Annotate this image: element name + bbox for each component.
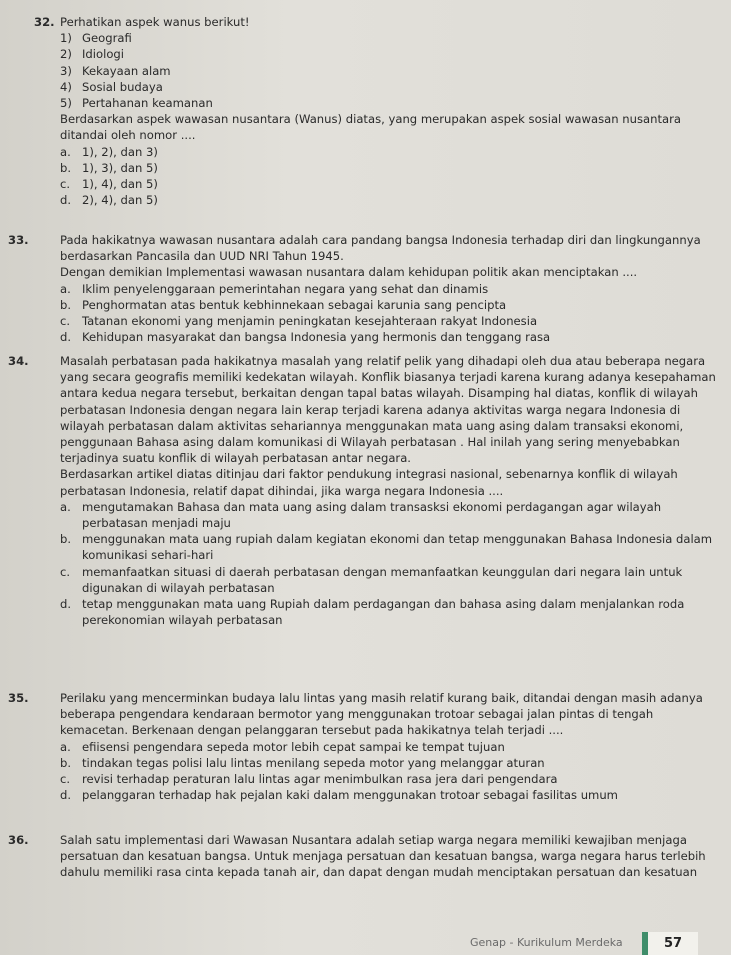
answer-option-c[interactable]: c. revisi terhadap peraturan lalu lintas agar menimbulkan rasa jera dari pengendara	[60, 772, 558, 787]
question-36	[8, 832, 720, 881]
answer-option-d[interactable]: d. tetap menggunakan mata uang Rupiah dalam perdagangan dan bahasa asing dalam menjalankan roda perekonomian wilayah perbatasan	[60, 597, 685, 628]
question-stem: Perhatikan aspek wanus berikut!	[60, 15, 250, 29]
page-footer	[430, 932, 730, 955]
question-stem: Pada hakikatnya wawasan nusantara adalah cara pandang bangsa Indonesia terhadap diri dan lingkungannya berdasarkan Pancasila dan UUD NRI Tahun 1945.	[60, 233, 701, 264]
list-item: 5) Pertahanan keamanan	[60, 96, 213, 111]
question-stem: Perilaku yang mencerminkan budaya lalu lintas yang masih relatif kurang baik, ditandai dengan masih adanya beberapa pengendara kendaraan bermotor yang menggunakan trotoar sebagai jalan pintas di tengah kemacetan. Berkenaan dengan pelanggaran tersebut pada hakikatnya telah terjadi ....	[60, 691, 703, 738]
answer-option-c[interactable]: c. memanfaatkan situasi di daerah perbatasan dengan memanfaatkan keunggulan dari negara lain untuk digunakan di wilayah perbatasan	[60, 564, 683, 595]
footer-label: Genap - Kurikulum Merdeka	[470, 936, 623, 949]
answer-option-d[interactable]: d. Kehidupan masyarakat dan bangsa Indonesia yang hermonis dan tenggang rasa	[60, 330, 551, 345]
question-33	[8, 232, 720, 345]
answer-option-a[interactable]: a. 1), 2), dan 3)	[60, 144, 158, 159]
answer-option-b[interactable]: b. menggunakan mata uang rupiah dalam kegiatan ekonomi dan tetap menggunakan Bahasa Indonesia dalam komunikasi sehari-hari	[60, 532, 713, 563]
list-item: 3) Kekayaan alam	[60, 63, 171, 78]
answer-option-b[interactable]: b. 1), 3), dan 5)	[60, 160, 158, 175]
question-stem: Salah satu implementasi dari Wawasan Nusantara adalah setiap warga negara memiliki kewajiban menjaga persatuan dan kesatuan bangsa. Untuk menjaga persatuan dan kesatuan bangsa, warga negara harus terlebih dahulu memiliki rasa cinta kepada tanah air, dan dapat dengan mudah menciptakan persatuan dan kesatuan	[60, 833, 706, 880]
question-number: 32.	[34, 15, 55, 29]
question-number: 36.	[8, 833, 29, 847]
question-number: 33.	[8, 233, 29, 247]
answer-option-a[interactable]: a. mengutamakan Bahasa dan mata uang asing dalam transasksi ekonomi perdagangan agar wilayah perbatasan menjadi maju	[60, 499, 662, 531]
question-stem: Masalah perbatasan pada hakikatnya masalah yang relatif pelik yang dihadapi oleh dua atau beberapa negara yang secara geografis memiliki kedekatan wilayah. Konflik biasanya terjadi karena kurang adanya kesepahaman antara kedua negara tersebut, berkaitan dengan tapal batas wilayah. Disamping hal diatas, konflik di wilayah perbatasan Indonesia dengan negara lain kerap terjadi karena adanya aktivitas warga negara Indonesia di wilayah perbatasan dalam aktivitas sehariannya menggunakan mata uang asing dalam transaksi ekonomi, penggunaan Bahasa asing dalam komunikasi di Wilayah perbatasan . Hal inilah yang sering menyebabkan terjadinya suatu konflik di wilayah perbatasan antar negara.	[60, 354, 716, 466]
question-32	[34, 14, 720, 208]
answer-option-d[interactable]: d. pelanggaran terhadap hak pejalan kaki dalam menggunakan trotoar sebagai fasilitas umum	[60, 788, 618, 803]
answer-option-b[interactable]: b. tindakan tegas polisi lalu lintas menilang sepeda motor yang melanggar aturan	[60, 755, 545, 770]
answer-option-c[interactable]: c. Tatanan ekonomi yang menjamin peningkatan kesejahteraan rakyat Indonesia	[60, 314, 538, 329]
question-35	[8, 690, 720, 803]
question-number: 34.	[8, 354, 29, 368]
answer-option-b[interactable]: b. Penghormatan atas bentuk kebhinnekaan sebagai karunia sang pencipta	[60, 297, 507, 312]
question-prompt: Berdasarkan aspek wawasan nusantara (Wanus) diatas, yang merupakan aspek sosial wawasan nusantara ditandai oleh nomor ....	[60, 112, 682, 143]
page-number: 57	[642, 932, 698, 955]
question-34	[8, 353, 720, 628]
answer-option-d[interactable]: d. 2), 4), dan 5)	[60, 193, 158, 208]
question-prompt: Dengan demikian Implementasi wawasan nusantara dalam kehidupan politik akan menciptakan ....	[60, 265, 638, 280]
list-item: 4) Sosial budaya	[60, 79, 163, 94]
answer-option-a[interactable]: a. Iklim penyelenggaraan pemerintahan negara yang sehat dan dinamis	[60, 281, 489, 296]
list-item: 2) Idiologi	[60, 47, 124, 62]
answer-option-a[interactable]: a. efiisensi pengendara sepeda motor lebih cepat sampai ke tempat tujuan	[60, 739, 505, 754]
question-prompt: Berdasarkan artikel diatas ditinjau dari faktor pendukung integrasi nasional, sebenarnya konflik di wilayah perbatasan Indonesia, relatif dapat dihindai, jika warga negara Indonesia ....	[60, 467, 678, 498]
answer-option-c[interactable]: c. 1), 4), dan 5)	[60, 177, 158, 192]
list-item: 1) Geografi	[60, 31, 132, 46]
question-number: 35.	[8, 691, 29, 705]
